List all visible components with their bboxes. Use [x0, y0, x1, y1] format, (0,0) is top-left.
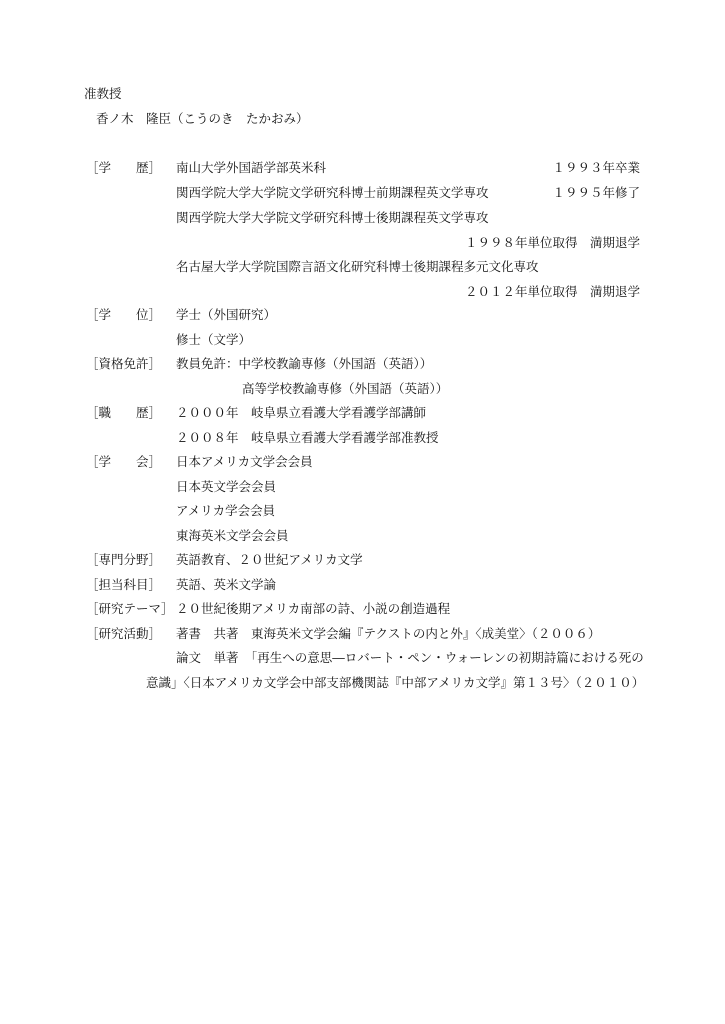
career-item: ２０００年 岐阜県立看護大学看護学部講師: [176, 405, 427, 420]
education-entry: 南山大学外国語学部英米科: [176, 160, 327, 175]
license-item: 高等学校教諭専修（外国語（英語））: [242, 381, 449, 396]
society-item: 東海英米文学会会員: [176, 528, 289, 543]
subjects-value: 英語、英米文学論: [176, 577, 277, 592]
education-label: ［学 歴］: [86, 160, 162, 175]
research-activity-book: 著書 共著 東海英米文学会編『テクストの内と外』〈成美堂〉（２００６）: [176, 626, 601, 641]
education-date: ２０１２年単位取得 満期退学: [464, 284, 640, 299]
research-activity-paper: 論文 単著 「再生への意思―ロバート・ペン・ウォーレンの初期詩篇における死の: [176, 650, 644, 665]
society-item: 日本英文学会会員: [176, 479, 277, 494]
education-date: １９９８年単位取得 満期退学: [464, 235, 640, 250]
specialty-label: ［専門分野］: [86, 552, 162, 567]
degree-item: 修士（文学）: [176, 332, 252, 347]
licenses-label: ［資格免許］: [86, 356, 162, 371]
career-item: ２００８年 岐阜県立看護大学看護学部准教授: [176, 430, 439, 445]
research-activity-label: ［研究活動］: [86, 626, 162, 641]
research-activity-paper-cont: 意識」〈日本アメリカ文学会中部支部機関誌『中部アメリカ文学』第１３号〉（２０１０）: [146, 675, 645, 690]
education-entry: 名古屋大学大学院国際言語文化研究科博士後期課程多元文化専攻: [176, 259, 539, 274]
research-theme-label: ［研究テーマ］: [86, 601, 174, 616]
education-entry: 関西学院大学大学院文学研究科博士後期課程英文学専攻: [176, 210, 489, 225]
rank-title: 准教授: [84, 86, 122, 101]
education-entry: 関西学院大学大学院文学研究科博士前期課程英文学専攻: [176, 185, 489, 200]
research-theme-value: ２０世紀後期アメリカ南部の詩、小説の創造過程: [176, 601, 451, 616]
subjects-label: ［担当科目］: [86, 577, 162, 592]
degrees-label: ［学 位］: [86, 307, 162, 322]
society-item: 日本アメリカ文学会会員: [176, 454, 313, 469]
license-item: 教員免許：中学校教諭専修（外国語（英語））: [176, 356, 433, 371]
specialty-value: 英語教育、２０世紀アメリカ文学: [176, 552, 363, 567]
degree-item: 学士（外国研究）: [176, 307, 277, 322]
societies-label: ［学 会］: [86, 454, 162, 469]
education-date: １９９５年修了: [552, 185, 640, 200]
faculty-name: 香ノ木 隆臣（こうのき たかおみ）: [96, 111, 309, 126]
society-item: アメリカ学会会員: [176, 503, 276, 518]
career-label: ［職 歴］: [86, 405, 162, 420]
education-date: １９９３年卒業: [552, 160, 640, 175]
